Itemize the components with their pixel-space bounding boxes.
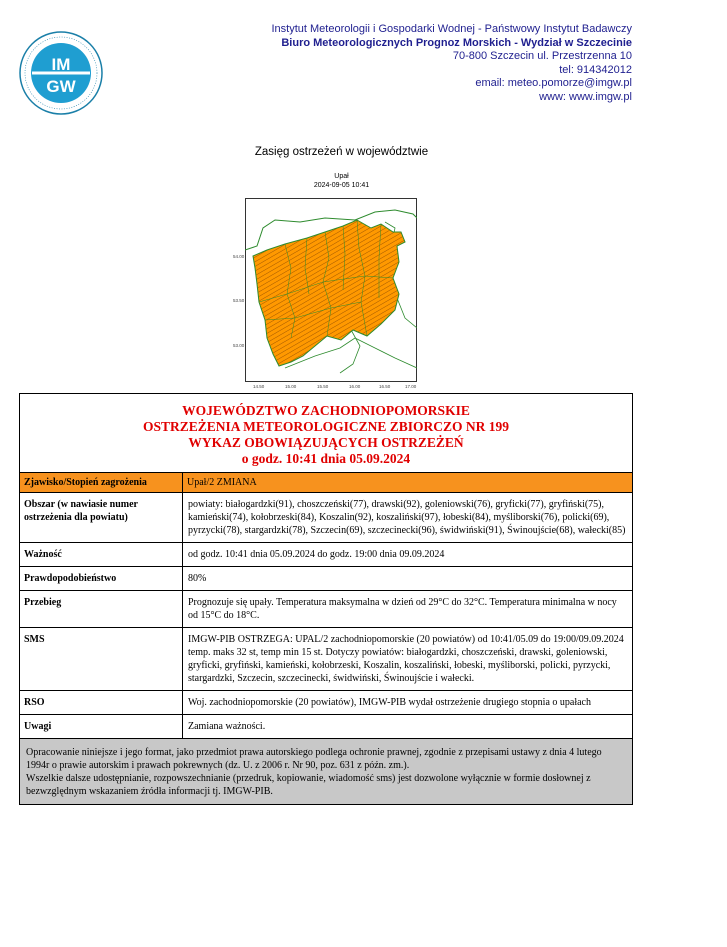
table-row [20, 628, 632, 691]
table-row [20, 493, 632, 543]
warning-title [20, 394, 632, 473]
address: 70-800 Szczecin ul. Przestrzenna 10 [452, 50, 632, 62]
map-lon-tick: 15.00 [285, 384, 297, 389]
validity-value: od godz. 10:41 dnia 05.09.2024 do godz. 19:00 dnia 09.09.2024 [188, 549, 445, 560]
office-name: Biuro Meteorologicznych Prognoz Morskich - Wydział w Szczecinie [281, 36, 632, 49]
rso-value: Woj. zachodniopomorskie (20 powiatów), IMGW-PIB wydał ostrzeżenie drugiego stopnia o upałach [188, 697, 591, 708]
row-label: RSO [20, 691, 183, 714]
course-value: Prognozuje się upały. Temperatura maksymalna w dzień od 29°C do 32°C. Temperatura minimalna w nocy od 15°C do 18°C. [188, 597, 617, 621]
row-label: Ważność [20, 543, 183, 566]
map-lon-tick: 15.50 [317, 384, 329, 389]
table-row [20, 691, 632, 715]
row-label: SMS [20, 628, 183, 690]
warning-map [233, 198, 417, 390]
telephone: tel: 914342012 [559, 63, 632, 76]
warning-table [19, 393, 633, 805]
map-section-title: Zasięg ostrzeżeń w województwie [254, 146, 429, 158]
bulletin-time: o godz. 10:41 dnia 05.09.2024 [241, 451, 411, 466]
region-title: WOJEWÓDZTWO ZACHODNIOPOMORSKIE [182, 403, 470, 418]
svg-text:IM: IM [51, 55, 71, 74]
row-label: Zjawisko/Stopień zagrożenia [20, 473, 183, 492]
table-row [20, 543, 632, 567]
sms-value: IMGW-PIB OSTRZEGA: UPAL/2 zachodniopomorskie (20 powiatów) od 10:41/05.09 do 19:00/09.09.2024 temp. maks 32 st, temp min 15 st. Dotyczy powiatów: białogardzki, choszczeński, drawski, goleniowski, gryficki, gryfiński, kamieński, kołobrzeski, Koszalin, koszaliński, łobeski, myśliborski, policki, pyrzycki, stargardzki, Szczecin, szczecinecki, świdwiński, Świnoujście i wałecki. [188, 634, 624, 684]
table-row [20, 715, 632, 739]
table-row [20, 567, 632, 591]
bulletin-subtitle: WYKAZ OBOWIĄZUJĄCYCH OSTRZEŻEŃ [188, 435, 464, 450]
row-label: Uwagi [20, 715, 183, 738]
map-lon-tick: 16.00 [349, 384, 361, 389]
bulletin-number: OSTRZEŻENIA METEOROLOGICZNE ZBIORCZO NR 199 [142, 419, 510, 434]
row-label: Prawdopodobieństwo [20, 567, 183, 590]
imgw-logo [18, 30, 104, 116]
copyright-notice [20, 739, 632, 804]
row-label: Obszar (w nawiasie numer ostrzeżenia dla powiatu) [20, 493, 183, 542]
institute-header [271, 23, 632, 104]
table-row [20, 591, 632, 628]
map-lon-tick: 17.00 [405, 384, 417, 389]
distribution-text: Wszelkie dalsze udostępnianie, rozpowszechnianie (przedruk, kopiowanie, wiadomość sms) jest dozwolone wyłącznie w formie dosłownej z bezwzględnym wskazaniem źródła informacji tj. IMGW-PIB. [26, 773, 591, 797]
institute-name: Instytut Meteorologii i Gospodarki Wodnej - Państwowy Instytut Badawczy [271, 23, 632, 35]
probability-value: 80% [188, 573, 207, 584]
map-lon-tick: 16.50 [379, 384, 391, 389]
table-row [20, 473, 632, 493]
remarks-value: Zamiana ważności. [188, 721, 266, 732]
map-phenomenon: Upał [334, 173, 349, 180]
svg-text:GW: GW [46, 77, 76, 96]
warning-area-polygon [253, 220, 405, 366]
email: email: meteo.pomorze@imgw.pl [475, 77, 632, 89]
map-lat-tick: 54.00 [233, 254, 245, 259]
phenomenon-value: Upał/2 ZMIANA [187, 477, 257, 488]
copyright-text: Opracowanie niniejsze i jego format, jako przedmiot prawa autorskiego podlega ochronie prawnej, zgodnie z przepisami ustawy z dnia 4 lutego 1994r o prawie autorskim i prawach pokrewnych (dz. U. z 2006 r. Nr 90, poz. 631 z późn. zm.). [26, 747, 602, 771]
website: www: www.imgw.pl [539, 90, 632, 103]
row-label: Przebieg [20, 591, 183, 627]
map-lat-tick: 53.00 [233, 343, 245, 348]
area-value: powiaty: białogardzki(91), choszczeński(77), drawski(92), goleniowski(76), gryficki(77), gryfiński(75), kamieński(74), kołobrzeski(84), Koszalin(92), koszaliński(97), łobeski(84), myśliborski(76), policki(69), pyrzycki(78), stargardzki(78), Szczecin(69), szczecinecki(96), świdwiński(91), Świnoujście(68), wałecki(85) [188, 499, 626, 536]
map-lon-tick: 14.50 [253, 384, 265, 389]
map-datetime: 2024-09-05 10:41 [313, 182, 370, 189]
map-lat-tick: 53.50 [233, 298, 245, 303]
